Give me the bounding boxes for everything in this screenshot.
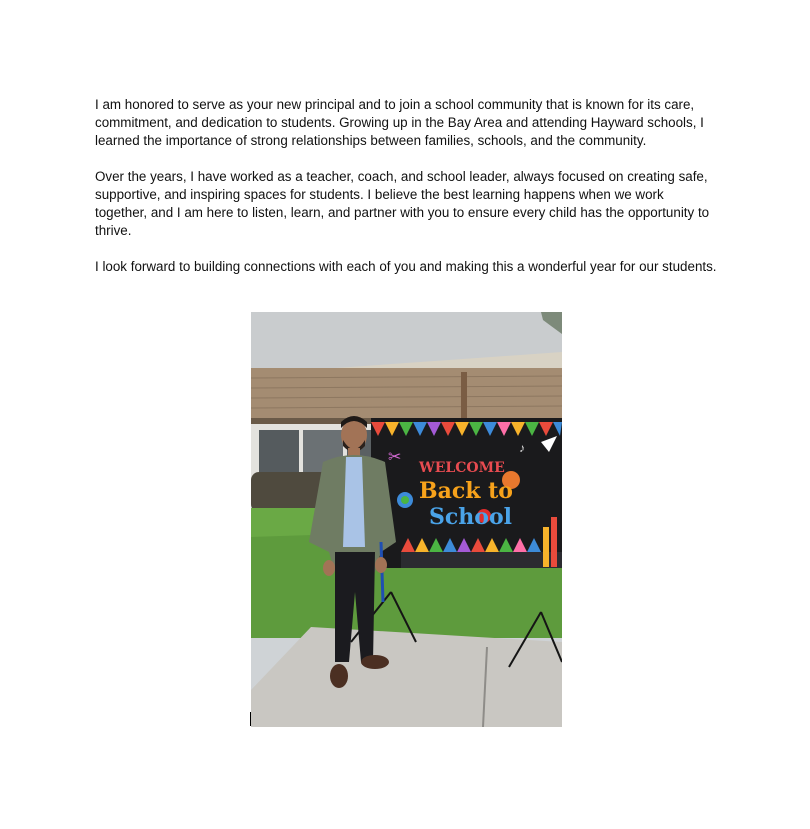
letter-paragraph-1: I am honored to serve as your new principal and to join a school community that is known for its care, commitment, and dedication to students. Growing up in the Bay Area and attending Hayward schools, I learned the importance of strong relationships between families, schools, and the community. [95,97,704,148]
letter-paragraph-3: I look forward to building connections with each of you and making this a wonderful year for our students. [95,259,717,274]
principal-photo[interactable] [251,312,562,727]
banner-line-2: Back to [419,478,513,504]
welcome-banner [371,418,562,568]
letter-paragraph-2: Over the years, I have worked as a teacher, coach, and school leader, always focused on creating safe, supportive, and inspiring spaces for students. I believe the best learning happens when we work together, and I am here to listen, learn, and partner with you to ensure every child has the opportunity to thrive. [95,169,710,238]
banner-line-3: School [429,504,512,530]
scissors-icon: ✂ [388,449,402,466]
text-cursor [250,712,251,726]
letter-body [95,96,717,294]
banner-line-1: WELCOME [419,460,505,476]
photo-concrete [251,627,562,727]
svg-text:♪: ♪ [519,441,525,455]
